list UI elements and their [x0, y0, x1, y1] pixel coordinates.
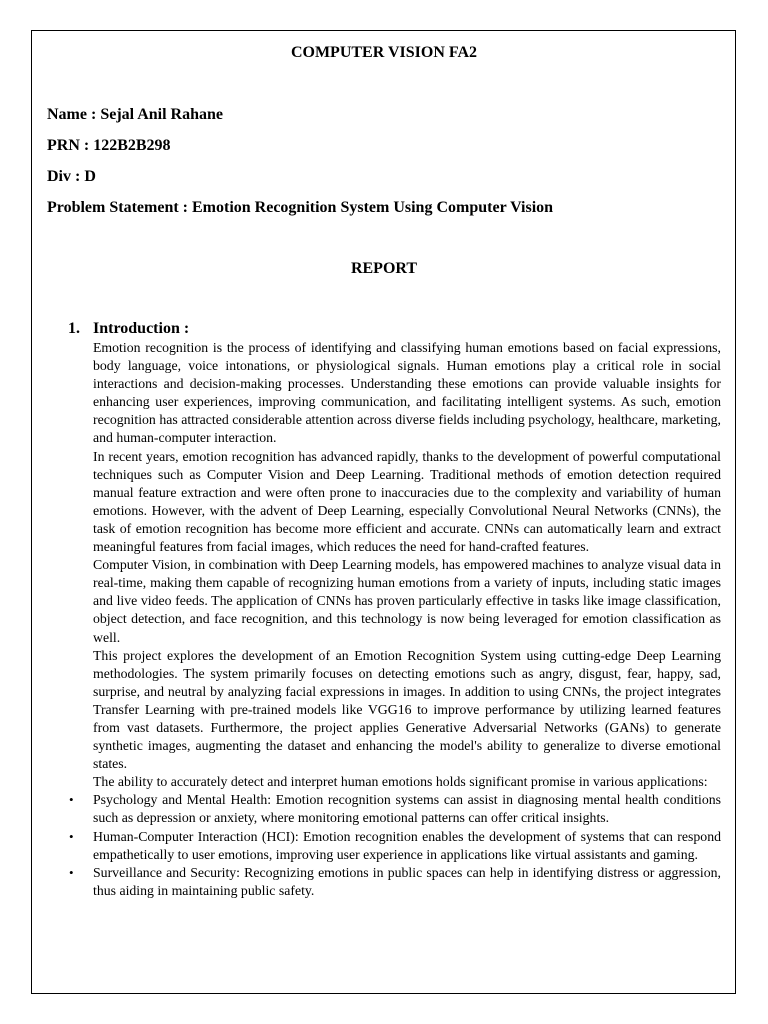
section-title: Introduction :: [93, 320, 190, 337]
list-item: [69, 864, 721, 900]
paragraph: The ability to accurately detect and interpret human emotions holds significant promise in various applications:: [93, 774, 708, 790]
document-title: COMPUTER VISION FA2: [290, 44, 478, 61]
report-heading: REPORT: [350, 260, 418, 277]
student-prn: PRN : 122B2B298: [47, 137, 171, 154]
bullet-icon: •: [69, 792, 74, 808]
student-division: Div : D: [47, 168, 96, 185]
section-number: 1.: [68, 320, 80, 337]
list-item: [69, 828, 721, 864]
paragraph: This project explores the development of an Emotion Recognition System using cutting-edge Deep Learning methodologies. The system primarily focuses on detecting emotions such as angry, disgust, fear, happy, sad, surprise, and neutral by analyzing facial expressions in images. In addition to using CNNs, the project integrates Transfer Learning with pre-trained models like VGG16 to improve performance by utilizing learned features from vast datasets. Furthermore, the project applies Generative Adversarial Networks (GANs) to generate synthetic images, augmenting the dataset and enhancing the model's ability to generalize to diverse emotional states.: [93, 647, 721, 772]
paragraph: Emotion recognition is the process of identifying and classifying human emotions based on facial expressions, body language, voice intonations, or physiological signals. Human emotions play a critical role in social interactions and decision-making processes. Understanding these emotions can provide valuable insights for enhancing user experiences, improving communication, and facilitating intelligent systems. As such, emotion recognition has attracted considerable attention across diverse fields including psychology, healthcare, marketing, and human-computer interaction.: [93, 340, 721, 446]
list-item-text: Surveillance and Security: Recognizing emotions in public spaces can help in identifying distress or aggression, thus aiding in maintaining public safety.: [93, 864, 721, 898]
paragraph: In recent years, emotion recognition has advanced rapidly, thanks to the development of powerful computational techniques such as Computer Vision and Deep Learning. Traditional methods of emotion detection required manual feature extraction and were often prone to inaccuracies due to the complexity and variability of human emotions. However, with the advent of Deep Learning, especially Convolutional Neural Networks (CNNs), the task of emotion recognition has become more efficient and accurate. CNNs can automatically learn and extract meaningful features from facial images, which reduces the need for hand-crafted features.: [93, 448, 721, 555]
problem-statement: Problem Statement : Emotion Recognition System Using Computer Vision: [47, 199, 554, 216]
paragraph: Computer Vision, in combination with Deep Learning models, has empowered machines to analyze visual data in real-time, making them capable of recognizing human emotions from a variety of inputs, including static images and live video feeds. The application of CNNs has proven particularly effective in tasks like image classification, object detection, and face recognition, and this technology is now being leveraged for emotion classification as well.: [93, 557, 721, 645]
bullet-icon: •: [69, 828, 74, 844]
student-name: Name : Sejal Anil Rahane: [47, 106, 223, 123]
section-body: [69, 339, 721, 900]
applications-list: [69, 791, 721, 900]
list-item-text: Human-Computer Interaction (HCI): Emotion recognition enables the development of systems that can respond empathetically to user emotions, improving user experience in applications like virtual assistants and gaming.: [93, 828, 721, 862]
section-heading: [68, 319, 189, 339]
list-item: [69, 791, 721, 827]
list-item-text: Psychology and Mental Health: Emotion recognition systems can assist in diagnosing mental health conditions such as depression or anxiety, where monitoring emotional patterns can offer critical insights.: [93, 792, 721, 826]
bullet-icon: •: [69, 864, 74, 880]
